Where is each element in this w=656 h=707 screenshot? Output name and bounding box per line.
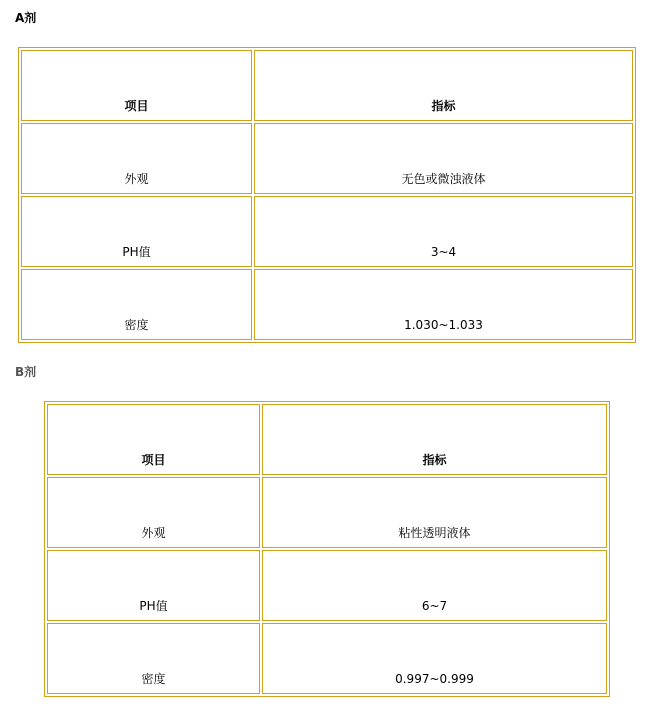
section-b-title: B剂 [15,365,37,379]
spec-table-a [18,47,636,343]
table-row [47,550,607,621]
row-item-cell: 密度 [47,623,260,694]
row-spec-cell: 6~7 [262,550,607,621]
row-item-cell: PH值 [21,196,252,267]
table-row [47,477,607,548]
section-a-title: A剂 [15,11,37,25]
table-header-row [21,50,633,121]
row-item-cell: 密度 [21,269,252,340]
table-row [21,269,633,340]
row-item-cell: 外观 [47,477,260,548]
header-cell-item: 项目 [21,50,252,121]
row-item-cell: PH值 [47,550,260,621]
header-cell-spec: 指标 [254,50,633,121]
row-spec-cell: 1.030~1.033 [254,269,633,340]
row-item-cell: 外观 [21,123,252,194]
row-spec-cell: 无色或微浊液体 [254,123,633,194]
table-row [47,623,607,694]
table-row [21,123,633,194]
spec-table-b [44,401,610,697]
row-spec-cell: 粘性透明液体 [262,477,607,548]
header-cell-item: 项目 [47,404,260,475]
table-row [21,196,633,267]
row-spec-cell: 3~4 [254,196,633,267]
row-spec-cell: 0.997~0.999 [262,623,607,694]
header-cell-spec: 指标 [262,404,607,475]
table-header-row [47,404,607,475]
